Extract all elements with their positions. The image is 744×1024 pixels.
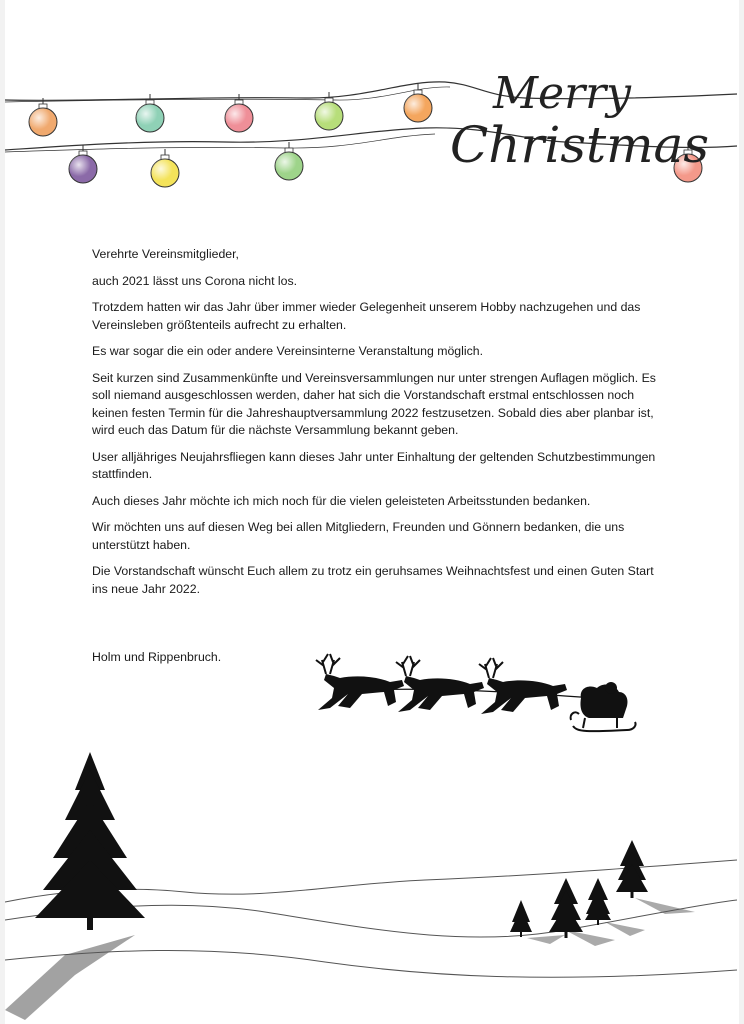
paragraph-5: User alljähriges Neujahrsfliegen kann dieses Jahr unter Einhaltung der geltenden Schutzbestimmungen stattfinden.	[92, 449, 656, 481]
merry-script: Merry	[493, 68, 632, 119]
closing-signature: Holm und Rippenbruch.	[92, 650, 222, 664]
paragraph-4: Seit kurzen sind Zusammenkünfte und Vereinsversammlungen nur unter strengen Auflagen möglich. Es soll niemand ausgeschlossen werden, daher hat sich die Vorstandschaft erstmal entschlossen noch keinen festen Termin für die Jahreshauptversammlung 2022 festzusetzen. Sobald dies aber planbar ist, wird euch das Datum für die nächste Versammlung bekannt geben.	[92, 370, 656, 437]
christmas-letter-page	[5, 0, 737, 1024]
paragraph-1: auch 2021 lässt uns Corona nicht los.	[92, 273, 298, 288]
paragraph-2: Trotzdem hatten wir das Jahr über immer wieder Gelegenheit unserem Hobby nachzugehen und das Vereinsleben größtenteils aufrecht zu erhalten.	[92, 300, 641, 332]
christmas-script: Christmas	[450, 116, 709, 174]
winter-landscape	[5, 0, 737, 1024]
hill-line-3	[5, 950, 737, 977]
paragraph-3: Es war sogar die ein oder andere Vereinsinterne Veranstaltung möglich.	[92, 344, 484, 358]
fir-tree-group-icon	[510, 840, 648, 938]
tree-shadow-big	[5, 935, 135, 1020]
paragraph-8: Die Vorstandschaft wünscht Euch allem zu trotz ein geruhsames Weihnachtsfest und einen Guten Start ins neue Jahr 2022.	[92, 564, 654, 596]
fir-tree-icon	[35, 752, 145, 930]
salutation: Verehrte Vereinsmitglieder,	[92, 247, 239, 261]
paragraph-6: Auch dieses Jahr möchte ich mich noch für die vielen geleisteten Arbeitsstunden bedanken.	[92, 493, 591, 508]
page-edge-right	[739, 0, 744, 1024]
paragraph-7: Wir möchten uns auf diesen Weg bei allen Mitgliedern, Freunden und Gönnern bedanken, die uns unterstützt haben.	[92, 520, 625, 552]
